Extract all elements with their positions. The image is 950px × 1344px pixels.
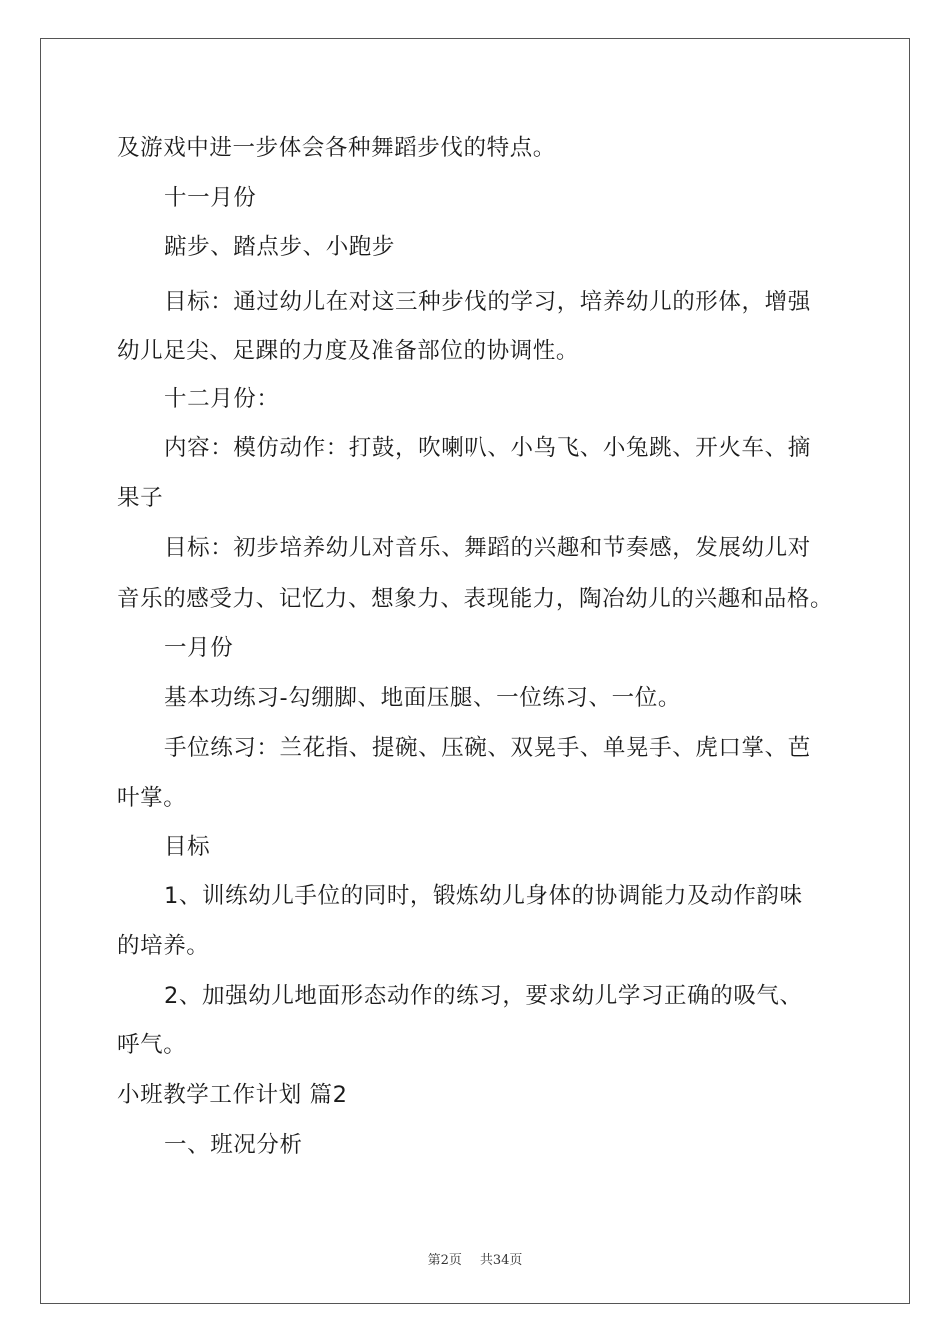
page-number: 第2页 — [427, 1253, 462, 1268]
text-line: 目标：初步培养幼儿对音乐、舞蹈的兴趣和节奏感，发展幼儿对 — [164, 535, 811, 561]
page-border — [40, 38, 910, 1304]
page-total: 共34页 — [479, 1253, 523, 1268]
text-line: 呼气。 — [117, 1032, 187, 1058]
text-line: 手位练习：兰花指、提碗、压碗、双晃手、单晃手、虎口掌、芭 — [164, 735, 811, 761]
section-heading: 一、班况分析 — [164, 1132, 303, 1158]
text-line: 果子 — [117, 485, 164, 511]
text-line: 1、训练幼儿手位的同时，锻炼幼儿身体的协调能力及动作韵味 — [164, 883, 803, 909]
text-line: 基本功练习-勾绷脚、地面压腿、一位练习、一位。 — [164, 685, 681, 711]
document-title: 小班教学工作计划 篇2 — [117, 1082, 348, 1108]
text-line: 内容：模仿动作：打鼓，吹喇叭、小鸟飞、小兔跳、开火车、摘 — [164, 435, 811, 461]
text-line: 目标：通过幼儿在对这三种步伐的学习，培养幼儿的形体，增强 — [164, 289, 811, 315]
section-heading: 目标 — [164, 834, 211, 860]
section-heading: 一月份 — [164, 635, 234, 661]
section-heading: 十二月份： — [164, 386, 280, 412]
page-footer — [0, 1249, 950, 1268]
text-line: 的培养。 — [117, 933, 210, 959]
section-heading: 十一月份 — [164, 185, 257, 211]
text-line: 2、加强幼儿地面形态动作的练习，要求幼儿学习正确的吸气、 — [164, 983, 803, 1009]
text-line: 叶掌。 — [117, 785, 187, 811]
text-line: 及游戏中进一步体会各种舞蹈步伐的特点。 — [117, 135, 556, 161]
text-line: 幼儿足尖、足踝的力度及准备部位的协调性。 — [117, 338, 580, 364]
text-line: 踮步、踏点步、小跑步 — [164, 234, 396, 260]
text-line: 音乐的感受力、记忆力、想象力、表现能力，陶冶幼儿的兴趣和品格。 — [117, 586, 834, 612]
